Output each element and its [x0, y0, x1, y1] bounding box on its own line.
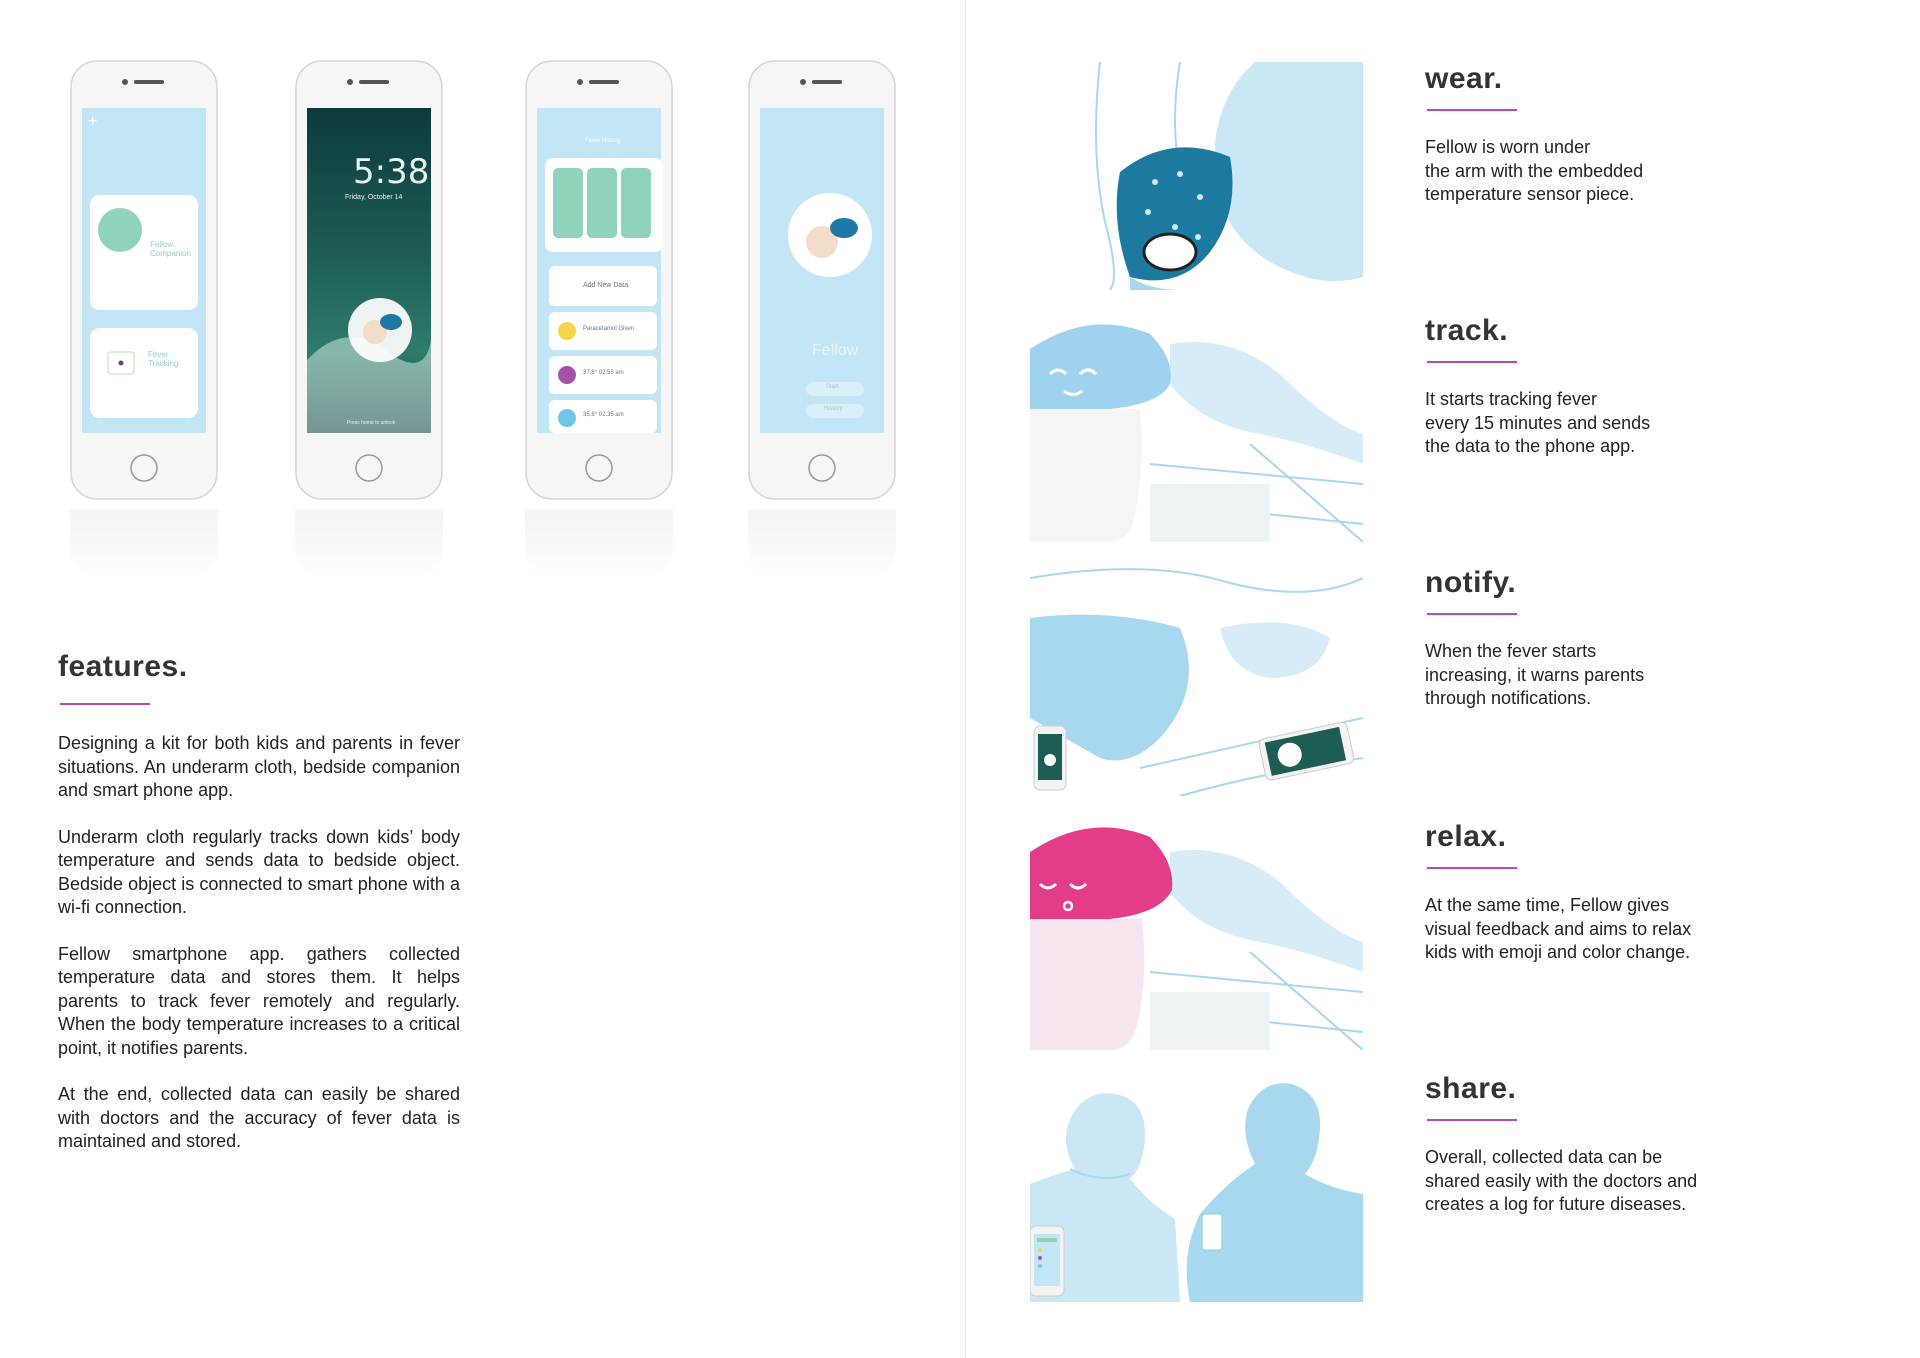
step-desc-line: It starts tracking fever	[1425, 389, 1598, 409]
step-desc-line: temperature sensor piece.	[1425, 184, 1635, 204]
features-paragraph: Fellow smartphone app. gathers collected temperature data and stores them. It helps parents to track fever remotely and regularly. When the body temperature increases to a critical point, it notifies parents.	[58, 943, 460, 1058]
wear-illustration	[1030, 62, 1363, 290]
step-desc-line: shared easily with the doctors and	[1425, 1170, 1698, 1191]
menu-label-companion: Fellow Companion	[150, 240, 191, 258]
step-desc-line: kids with emoji and color change.	[1425, 942, 1691, 962]
phone-tracking-screen	[525, 60, 673, 500]
svg-text:+: +	[88, 113, 98, 130]
lock-time: 5:38	[353, 152, 430, 192]
step-desc-line: every 15 minutes and sends	[1425, 412, 1651, 433]
add-new-data-button[interactable]: Add New Data	[583, 282, 629, 289]
features-paragraph: At the end, collected data can easily be shared with doctors and the accuracy of fever data is maintained and stored.	[58, 1084, 460, 1151]
step-desc-notify	[1425, 640, 1745, 711]
features-paragraph: Designing a kit for both kids and parents in fever situations. An underarm cloth, bedside companion and smart phone app.	[58, 733, 460, 800]
temperature-row: 37.8° 02:55 am	[583, 370, 624, 376]
tracking-header: Fever History	[585, 138, 621, 144]
lock-date: Friday, October 14	[345, 194, 403, 201]
step-desc-line: Overall, collected data can be	[1425, 1147, 1663, 1167]
page-divider	[965, 0, 966, 1358]
step-underline	[1427, 109, 1517, 111]
menu-label-tracking: Fever Tracking	[148, 350, 179, 368]
relax-illustration	[1030, 822, 1363, 1050]
step-title-notify: notify.	[1425, 566, 1517, 599]
history-button[interactable]: History	[824, 406, 843, 412]
step-desc-relax	[1425, 894, 1745, 965]
step-title-share: share.	[1425, 1072, 1517, 1105]
step-desc-line: Fellow is worn under	[1425, 137, 1591, 157]
temperature-row: 35.8° 02:35 am	[583, 412, 624, 418]
share-illustration	[1030, 1074, 1363, 1302]
features-underline	[60, 703, 150, 705]
step-desc-line: the data to the phone app.	[1425, 436, 1636, 456]
step-desc-line: visual feedback and aims to relax	[1425, 918, 1692, 939]
lock-unlock-hint: Press home to unlock	[347, 420, 396, 426]
step-underline	[1427, 867, 1517, 869]
step-desc-wear	[1425, 136, 1745, 207]
step-underline	[1427, 1119, 1517, 1121]
step-desc-line: through notifications.	[1425, 688, 1592, 708]
track-illustration	[1030, 314, 1363, 542]
step-desc-track	[1425, 388, 1745, 459]
features-body	[58, 732, 460, 1177]
step-title-wear: wear.	[1425, 62, 1503, 95]
splash-brand: Fellow	[812, 342, 859, 359]
step-desc-line: the arm with the embedded	[1425, 160, 1644, 181]
start-button[interactable]: Start	[826, 384, 839, 390]
step-desc-line: creates a log for future diseases.	[1425, 1194, 1687, 1214]
step-title-track: track.	[1425, 314, 1509, 347]
paracetamol-row: Paracetamol Given	[583, 326, 635, 332]
step-desc-share	[1425, 1146, 1745, 1217]
features-paragraph: Underarm cloth regularly tracks down kids’ body temperature and sends data to bedside object. Bedside object is connected to smart phone with a wi-fi connection.	[58, 826, 460, 917]
step-title-relax: relax.	[1425, 820, 1507, 853]
phone-reflection	[748, 510, 896, 580]
step-desc-line: When the fever starts	[1425, 641, 1597, 661]
step-underline	[1427, 613, 1517, 615]
features-title: features.	[58, 650, 188, 683]
phone-reflection	[525, 510, 673, 580]
phone-reflection	[295, 510, 443, 580]
phone-splash-screen	[748, 60, 896, 500]
step-desc-line: At the same time, Fellow gives	[1425, 895, 1670, 915]
phone-reflection	[70, 510, 218, 580]
notify-illustration	[1030, 568, 1363, 796]
phone-menu-screen	[70, 60, 218, 500]
step-desc-line: increasing, it warns parents	[1425, 664, 1645, 685]
phone-lock-screen	[295, 60, 443, 500]
step-underline	[1427, 361, 1517, 363]
